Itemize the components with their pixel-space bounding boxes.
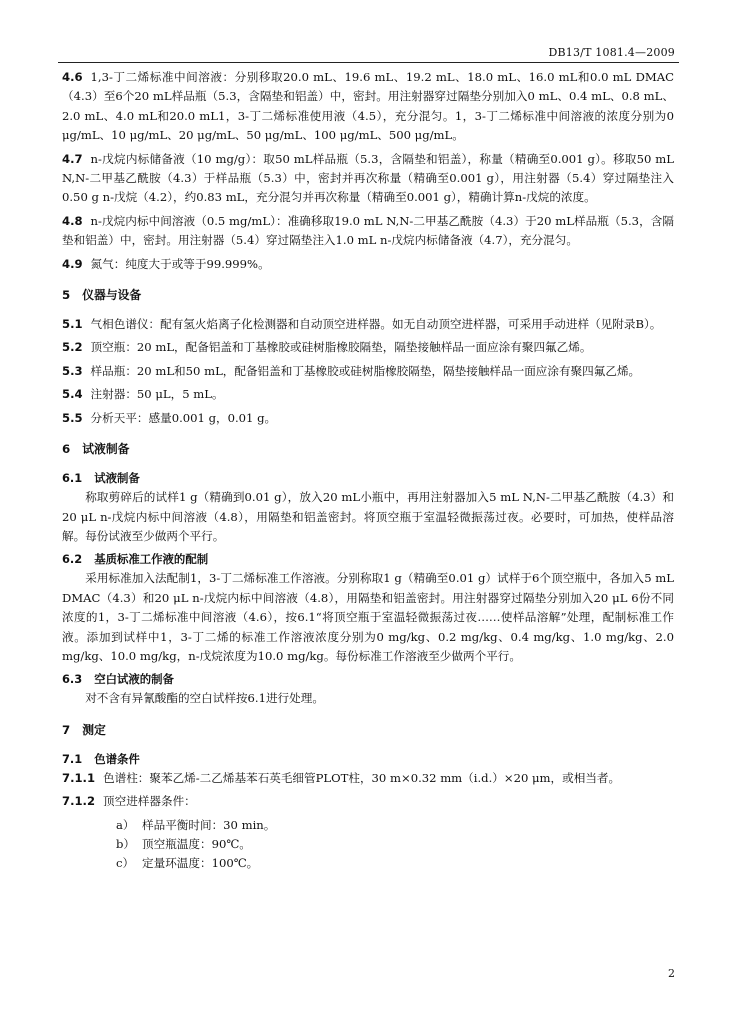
clause-5-4: 5.4 注射器：50 μL，5 mL。 <box>62 387 224 402</box>
section-5-heading: 5 仪器与设备 <box>62 288 142 303</box>
clause-6-2-text: 采用标准加入法配制1，3-丁二烯标准工作溶液。分别称取1 g（精确至0.01 g）试样于6个顶空瓶中，各加入5 mL DMAC（4.3）和20 μL n-戊烷内标中间溶液（4.8），用隔垫和铝盖密封。用注射器穿过隔垫分别加入20 μL 6份不同浓度的1，3-丁二烯标准中间溶液（4.6），按6.1“将顶空瓶于室温轻微振荡过夜……使样品溶解”处理，配制标准工作液。添加到试样中1，3-丁二烯的标准工作溶液浓度分别为0 mg/kg、0.2 mg/kg、0.4 mg/kg、1.0 mg/kg、2.0 mg/kg、10.0 mg/kg，n-戊烷浓度为10.0 mg/kg。每份标准工作溶液至少做两个平行。 <box>62 571 674 663</box>
clause-6-2-heading: 6.2 基质标准工作液的配制 <box>62 552 209 567</box>
clause-6-1-heading: 6.1 试液制备 <box>62 471 140 486</box>
page-number: 2 <box>668 967 675 980</box>
clause-4-7: 4.7 n-戊烷内标储备液（10 mg/g）：取50 mL样品瓶（5.3，含隔垫和铝盖），称量（精确至0.001 g）。移取50 mL N,N-二甲基乙酰胺（4.3）于样品瓶（5.3）中，密封并再次称量（精确至0.001 g），用注射器（5.4）穿过隔垫注入0.50 g n-戊烷（4.2），约0.83 mL，充分混匀并再次称量（精确至0.001 g），精确计算n-戊烷的浓度。 <box>62 151 674 205</box>
clause-6-1-text: 称取剪碎后的试样1 g（精确到0.01 g），放入20 mL小瓶中，再用注射器加入5 mL N,N-二甲基乙酰胺（4.3）和20 μL n-戊烷内标中间溶液（4.8），用隔垫和铝盖密封。将顶空瓶于室温轻微振荡过夜。必要时，可加热，使样品溶解。每份试液至少做两个平行。 <box>62 490 674 543</box>
clause-4-9: 4.9 氮气：纯度大于或等于99.999%。 <box>62 256 270 271</box>
list-item: b） 顶空瓶温度：90℃。 <box>116 836 251 851</box>
clause-5-5: 5.5 分析天平：感量0.001 g，0.01 g。 <box>62 410 277 425</box>
document-code: DB13/T 1081.4—2009 <box>548 46 675 59</box>
clause-6-3-text: 对不含有异氰酸酯的空白试样按6.1进行处理。 <box>85 691 324 706</box>
clause-7-1-heading: 7.1 色谱条件 <box>62 751 140 766</box>
clause-4-8: 4.8 n-戊烷内标中间溶液（0.5 mg/mL）：准确移取19.0 mL N,N-二甲基乙酰胺（4.3）于20 mL样品瓶（5.3，含隔垫和铝盖）中，密封。用注射器（5.4）穿过隔垫注入1.0 mL n-戊烷内标储备液（4.7），充分混匀。 <box>62 213 674 248</box>
clause-6-3-heading: 6.3 空白试液的制备 <box>62 672 174 687</box>
clause-7-1-2: 7.1.2 顶空进样器条件： <box>62 794 196 809</box>
clause-4-6: 4.6 1,3-丁二烯标准中间溶液：分别移取20.0 mL、19.6 mL、19.2 mL、18.0 mL、16.0 mL和0.0 mL DMAC（4.3）至6个20 mL样品瓶（5.3，含隔垫和铝盖）中，密封。用注射器穿过隔垫分别加入0 mL、0.4 mL、0.8 mL、2.0 mL、4.0 mL和20.0 mL1，3-丁二烯标准使用液（4.5），充分混匀。1，3-丁二烯标准中间溶液的浓度分别为0 μg/mL、10 μg/mL、20 μg/mL、50 μg/mL、100 μg/mL、500 μg/mL。 <box>62 70 674 143</box>
clause-5-3: 5.3 样品瓶：20 mL和50 mL，配备铝盖和丁基橡胶或硅树脂橡胶隔垫，隔垫接触样品一面应涂有聚四氟乙烯。 <box>62 363 641 378</box>
list-item: c） 定量环温度：100℃。 <box>116 856 259 871</box>
clause-5-2: 5.2 顶空瓶：20 mL，配备铝盖和丁基橡胶或硅树脂橡胶隔垫，隔垫接触样品一面应涂有聚四氟乙烯。 <box>62 340 592 355</box>
section-6-heading: 6 试液制备 <box>62 442 130 457</box>
list-item: a） 样品平衡时间：30 min。 <box>116 817 276 832</box>
document-body <box>62 68 674 874</box>
header-divider <box>58 62 679 63</box>
clause-5-1: 5.1 气相色谱仪：配有氢火焰离子化检测器和自动顶空进样器。如无自动顶空进样器，可采用手动进样（见附录B）。 <box>62 317 662 332</box>
section-7-heading: 7 测定 <box>62 722 106 737</box>
clause-7-1-1: 7.1.1 色谱柱：聚苯乙烯-二乙烯基苯石英毛细管PLOT柱，30 m×0.32 mm（i.d.）×20 μm，或相当者。 <box>62 770 621 785</box>
